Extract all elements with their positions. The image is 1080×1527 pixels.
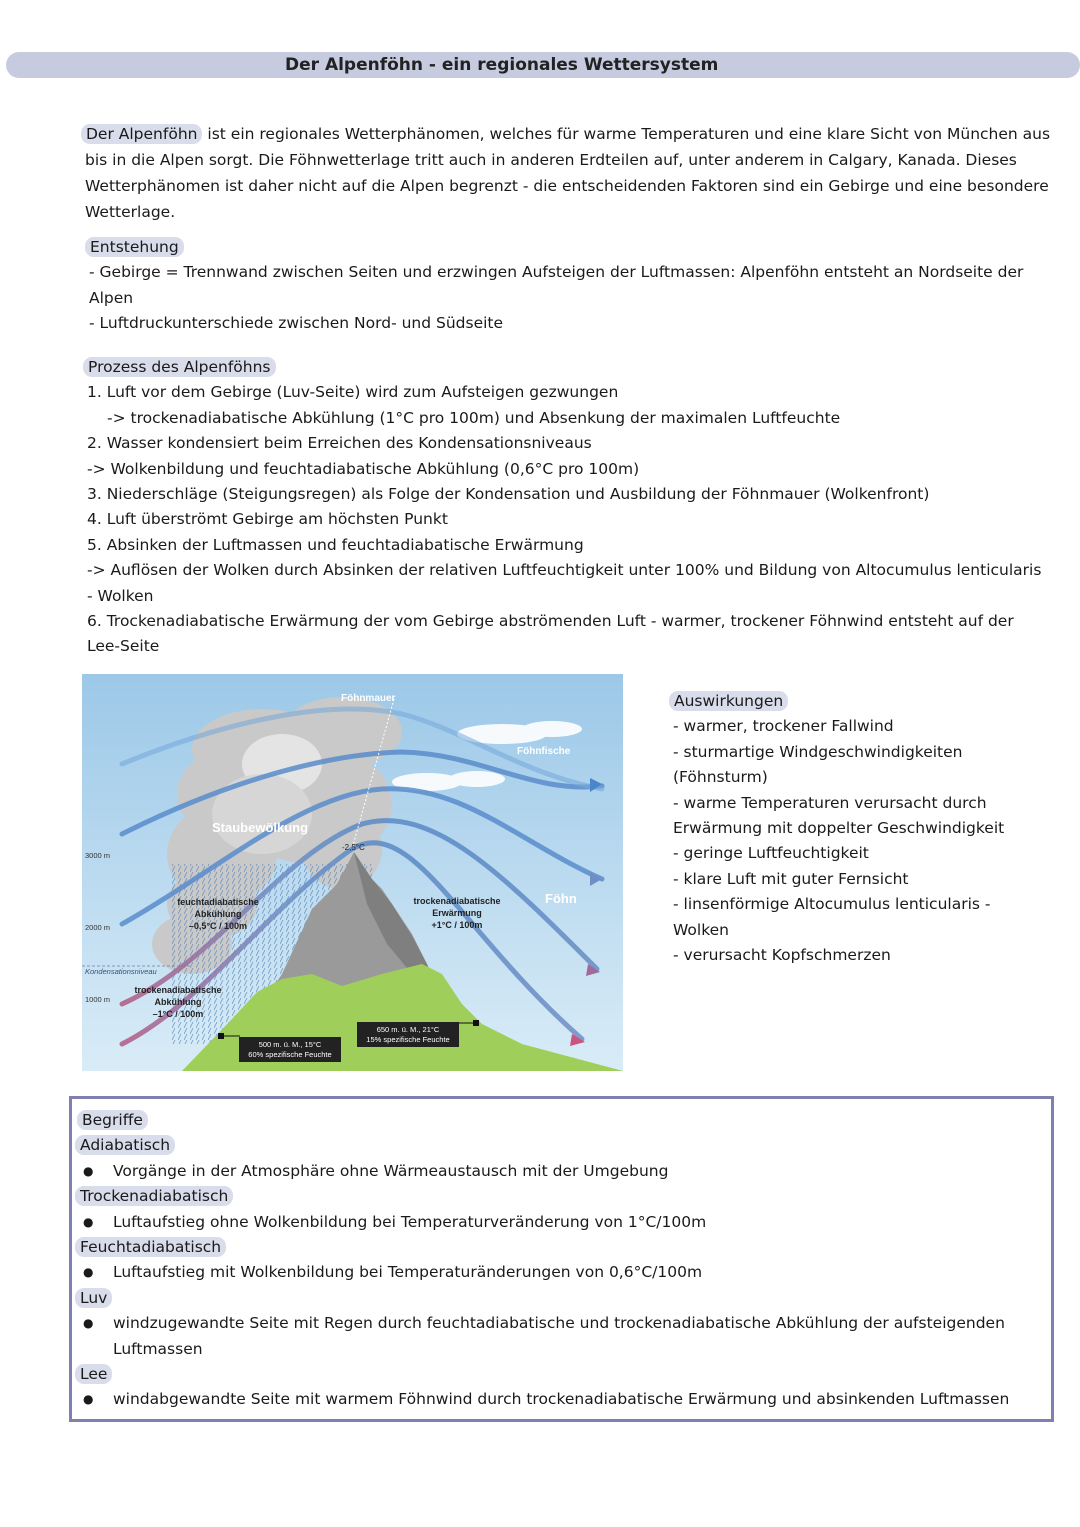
auswirkungen-section [673, 689, 1033, 968]
term-definition: Luftaufstieg mit Wolkenbildung bei Temperaturänderungen von 0,6°C/100m [113, 1263, 703, 1282]
trocken-warm-label-2: Erwärmung [432, 908, 482, 918]
auswirkungen-line: - geringe Luftfeuchtigkeit [673, 844, 869, 863]
feucht-label-1: feuchtadiabatische [177, 897, 259, 907]
auswirkungen-line: (Föhnsturm) [673, 768, 768, 787]
term-definition: windzugewandte Seite mit Regen durch feuchtadiabatische und trockenadiabatische Abkühlung der aufsteigenden Luftmassen [113, 1314, 1005, 1358]
term-name: Lee [75, 1364, 112, 1384]
prozess-line: -> trockenadiabatische Abkühlung (1°C pro 100m) und Absenkung der maximalen Luftfeuchte [107, 408, 841, 427]
foehnfische-label: Föhnfische [517, 746, 571, 757]
begriffe-section [81, 1108, 1046, 1413]
term-definition-row [81, 1387, 1046, 1412]
term-name: Luv [75, 1288, 112, 1308]
prozess-line: -> Auflösen der Wolken durch Absinken der relativen Luftfeuchtigkeit unter 100% und Bildung von Altocumulus lenticularis - Wolken [87, 561, 1042, 605]
foehn-label: Föhn [545, 891, 577, 906]
bullet-icon: ● [83, 1316, 94, 1331]
bullet-icon: ● [83, 1392, 94, 1407]
bullet-icon: ● [83, 1163, 94, 1178]
intro-text: ist ein regionales Wetterphänomen, welches für warme Temperaturen und eine klare Sicht von München aus bis in die Alpen sorgt. Die Föhnwetterlage tritt auch in anderen Erdteilen auf, unter anderem in Calgary, Kanada. Dieses Wetterphänomen ist daher nicht auf die Alpen begrenzt - die entscheidenden Faktoren sind ein Gebirge und eine besondere Wetterlage. [85, 125, 1051, 221]
altitude-3000: 3000 m [85, 851, 111, 860]
prozess-section [87, 355, 1047, 660]
feucht-label-2: Abkühlung [194, 909, 242, 919]
prozess-line: 1. Luft vor dem Gebirge (Luv-Seite) wird zum Aufsteigen gezwungen [87, 383, 619, 402]
begriffe-heading: Begriffe [77, 1110, 148, 1130]
entstehung-section [89, 235, 1049, 337]
auswirkungen-line: Erwärmung mit doppelter Geschwindigkeit [673, 819, 1005, 838]
prozess-line: 4. Luft überströmt Gebirge am höchsten Punkt [87, 510, 448, 529]
feucht-label-3: –0,5°C / 100m [188, 921, 248, 931]
prozess-line: 3. Niederschläge (Steigungsregen) als Folge der Kondensation und Ausbildung der Föhnmauer (Wolkenfront) [87, 485, 930, 504]
foehnmauer-label: Föhnmauer [341, 693, 396, 704]
prozess-line: -> Wolkenbildung und feuchtadiabatische Abkühlung (0,6°C pro 100m) [87, 459, 640, 478]
foehn-diagram [82, 674, 623, 1071]
term-definition: Vorgänge in der Atmosphäre ohne Wärmeaustausch mit der Umgebung [113, 1161, 669, 1180]
term-definition: Luftaufstieg ohne Wolkenbildung bei Temperaturveränderung von 1°C/100m [113, 1212, 707, 1231]
entstehung-heading: Entstehung [85, 237, 184, 257]
trocken-warm-label-3: +1°C / 100m [431, 920, 483, 930]
prozess-line: 2. Wasser kondensiert beim Erreichen des Kondensationsniveaus [87, 434, 592, 453]
term-definition-row [81, 1311, 1046, 1362]
entstehung-item: - Gebirge = Trennwand zwischen Seiten und erzwingen Aufsteigen der Luftmassen: Alpenföhn entsteht an Nordseite der Alpen [89, 263, 1024, 307]
trocken-kalt-label-1: trockenadiabatische [134, 985, 222, 995]
auswirkungen-line: - warme Temperaturen verursacht durch [673, 793, 987, 812]
entstehung-item: - Luftdruckunterschiede zwischen Nord- und Südseite [89, 314, 504, 333]
auswirkungen-line: - sturmartige Windgeschwindigkeiten [673, 742, 963, 761]
auswirkungen-line: - verursacht Kopfschmerzen [673, 946, 891, 965]
prozess-line: 6. Trockenadiabatische Erwärmung der vom Gebirge abströmenden Luft - warmer, trockener Föhnwind entsteht auf der Lee-Seite [87, 612, 1014, 656]
term-name: Feuchtadiabatisch [75, 1237, 226, 1257]
term-definition: windabgewandte Seite mit warmem Föhnwind durch trockenadiabatische Erwärmung und absinkenden Luftmassen [113, 1390, 1010, 1409]
term-definition-row [81, 1210, 1046, 1235]
trocken-kalt-label-2: Abkühlung [154, 997, 202, 1007]
prozess-line: 5. Absinken der Luftmassen und feuchtadiabatische Erwärmung [87, 535, 584, 554]
term-name: Trockenadiabatisch [75, 1186, 233, 1206]
station-left-line-2: 60% spezifische Feuchte [248, 1050, 332, 1059]
altitude-2000: 2000 m [85, 923, 111, 932]
trocken-kalt-label-3: –1°C / 100m [152, 1009, 204, 1019]
bullet-icon: ● [83, 1265, 94, 1280]
auswirkungen-line: Wolken [673, 920, 729, 939]
station-right-line-2: 15% spezifische Feuchte [366, 1035, 450, 1044]
auswirkungen-line: - warmer, trockener Fallwind [673, 717, 894, 736]
auswirkungen-heading: Auswirkungen [669, 691, 788, 711]
trocken-warm-label-1: trockenadiabatische [413, 896, 501, 906]
auswirkungen-line: - klare Luft mit guter Fernsicht [673, 869, 909, 888]
term-name: Adiabatisch [75, 1135, 175, 1155]
bullet-icon: ● [83, 1214, 94, 1229]
intro-paragraph [85, 121, 1060, 225]
term-definition-row [81, 1159, 1046, 1184]
peak-temp-label: -2,5°C [342, 843, 365, 852]
intro-term: Der Alpenföhn [81, 124, 202, 144]
prozess-heading: Prozess des Alpenföhns [83, 357, 276, 377]
station-left-line-1: 500 m. ü. M., 15°C [258, 1040, 322, 1049]
staubewoelkung-label: Staubewölkung [212, 820, 309, 835]
altitude-1000: 1000 m [85, 995, 111, 1004]
kondensationsniveau-label: Kondensationsniveau [85, 967, 157, 976]
station-right-line-1: 650 m. ü. M., 21°C [376, 1025, 440, 1034]
auswirkungen-line: - linsenförmige Altocumulus lenticularis - [673, 895, 991, 914]
page-title: Der Alpenföhn - ein regionales Wettersystem [285, 55, 719, 75]
term-definition-row [81, 1260, 1046, 1285]
